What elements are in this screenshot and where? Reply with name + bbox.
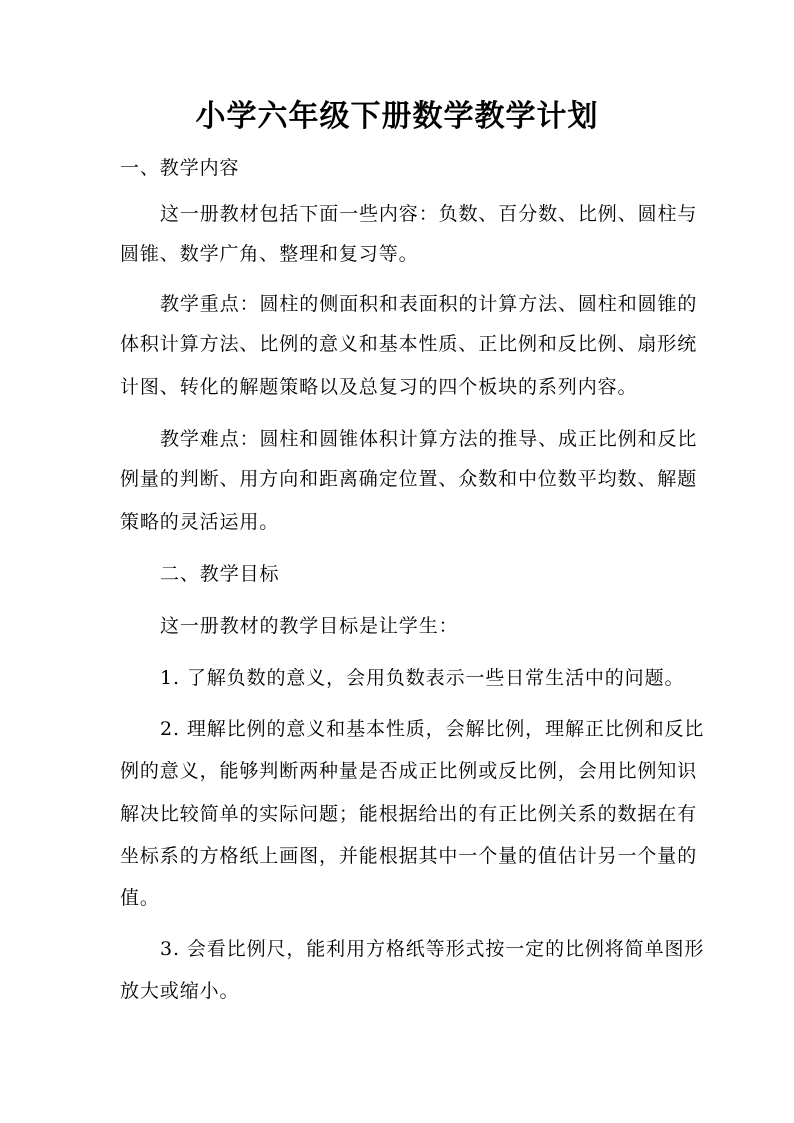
paragraph-line: 计图、转化的解题策略以及总复习的四个板块的系列内容。	[120, 376, 638, 398]
paragraph-line: 值。	[120, 887, 160, 909]
paragraph-line: 教学重点：圆柱的侧面积和表面积的计算方法、圆柱和圆锥的	[160, 293, 698, 315]
paragraph-line: 例量的判断、用方向和距离确定位置、众数和中位数平均数、解题	[120, 468, 698, 490]
paragraph-line: 解决比较简单的实际问题；能根据给出的有正比例关系的数据在有	[120, 803, 698, 825]
paragraph-line: 策略的灵活运用。	[120, 511, 280, 533]
paragraph-line: 例的意义，能够判断两种量是否成正比例或反比例，会用比例知识	[120, 760, 698, 782]
paragraph-line: 教学难点：圆柱和圆锥体积计算方法的推导、成正比例和反比	[160, 428, 698, 450]
list-item-goal-3: 3. 会看比例尺，能利用方格纸等形式按一定的比例将简单图形	[160, 938, 705, 960]
paragraph-line: 坐标系的方格纸上画图，并能根据其中一个量的值估计另一个量的	[120, 845, 698, 867]
section-heading-goals: 二、教学目标	[160, 563, 280, 585]
paragraph-line: 这一册教材的教学目标是让学生：	[160, 615, 459, 637]
document-title: 小学六年级下册数学教学计划	[195, 99, 599, 134]
paragraph-line: 体积计算方法、比例的意义和基本性质、正比例和反比例、扇形统	[120, 333, 698, 355]
paragraph-line: 圆锥、数学广角、整理和复习等。	[120, 243, 419, 265]
paragraph-line: 放大或缩小。	[120, 980, 240, 1002]
paragraph-line: 这一册教材包括下面一些内容：负数、百分数、比例、圆柱与	[160, 203, 698, 225]
list-item-goal-1: 1. 了解负数的意义，会用负数表示一些日常生活中的问题。	[160, 667, 685, 689]
section-heading-content: 一、教学内容	[120, 157, 240, 179]
list-item-goal-2: 2. 理解比例的意义和基本性质，会解比例，理解正比例和反比	[160, 718, 705, 740]
